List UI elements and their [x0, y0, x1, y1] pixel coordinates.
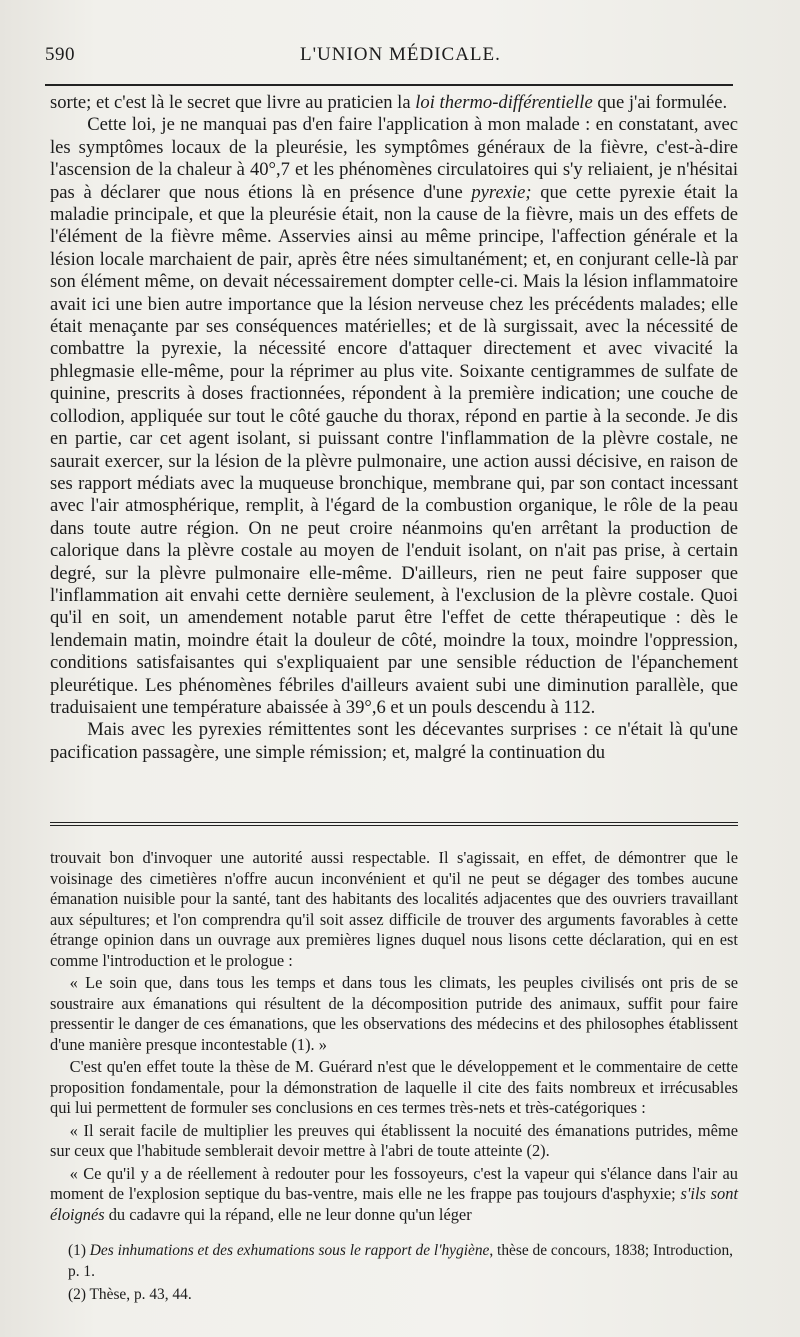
- text-run: trouvait bon d'invoquer une autorité aussi respectable. Il s'agissait, en effet, de démontrer que le voisinage des cimetières n'offre aucun inconvénient et qu'il ne peut se dégager des tombes aucune émanation nuisible pour la santé, tant des habitants des localités adjacentes que des ouvriers travaillant aux sépultures; et l'on comprendra qu'il soit assez difficile de trouver des arguments favorables à cette étrange opinion dans un ouvrage aux premières lignes duquel nous lisons cette déclaration, qui en est comme l'introduction et le prologue :: [50, 848, 738, 970]
- text-run: , thèse de concours, 1838; Introduction, p. 1.: [68, 1242, 733, 1280]
- article-paragraph: [50, 719, 738, 764]
- article-paragraph: [50, 92, 738, 114]
- italic-text: loi thermo-différentielle: [415, 92, 593, 113]
- text-run: que j'ai formulée.: [592, 92, 728, 113]
- text-run: du cadavre qui la répand, elle ne leur donne qu'un léger: [104, 1204, 472, 1224]
- feuilleton-paragraph: [50, 1057, 738, 1119]
- footnote: [68, 1240, 738, 1282]
- feuilleton-paragraph: [50, 1121, 738, 1162]
- page-header: [45, 44, 760, 74]
- italic-text: Des inhumations et des exhumations sous le rapport de l'hygiène: [89, 1242, 490, 1259]
- feuilleton-text: [50, 848, 738, 1227]
- italic-text: s'ils sont éloignés: [50, 1184, 738, 1224]
- text-run: Cette loi, je ne manquai pas d'en faire l'application à mon malade : en constatant, avec les symptômes locaux de la pleurésie, les symptômes généraux de la fièvre, c'est-à-dire l'ascension de la chaleur à 40°,7 et les phénomènes circulatoires qui s'y reliaient, je n'hésitai pas à déclarer que nous étions là en présence d'une: [50, 114, 738, 203]
- feuilleton-paragraph: [50, 973, 738, 1055]
- article-paragraph: [50, 114, 738, 719]
- header-rule: [45, 84, 733, 86]
- page-number: 590: [45, 44, 75, 65]
- text-run: « Il serait facile de multiplier les preuves qui établissent la nocuité des émanations putrides, même sur ceux que l'habitude semblerait devoir mettre à l'abri de toute atteinte (2).: [50, 1120, 738, 1160]
- feuilleton-divider: [50, 822, 738, 826]
- text-run: que cette pyrexie était la maladie principale, et que la pleurésie était, non la cause de la fièvre, mais un des effets de l'élément de la fièvre même. Asservies ainsi au même principe, l'affection générale et la lésion locale marchaient de pair, après être nées simultanément; et, en conjurant celle-là par son élément même, on devait nécessairement dompter celle-ci. Mais la lésion inflammatoire avait ici une bien autre importance que la lésion nerveuse chez les précédents malades; elle était menaçante par ses conséquences matérielles; et de là surgissait, avec la nécessité de combattre la pyrexie, la nécessité encore d'attaquer directement et avec vivacité la phlegmasie elle-même, pour la réprimer au plus vite. Soixante centigrammes de sulfate de quinine, prescrits à doses fractionnées, répondent à la première indication; une couche de collodion, appliquée sur tout le côté gauche du thorax, répond en partie à la seconde. Je dis en partie, car cet agent isolant, si puissant contre l'inflammation de la plèvre costale, ne saurait exercer, sur la lésion de la plèvre pulmonaire, une action aussi décisive, en raison de ses rapport médiats avec la muqueuse bronchique, membrane qui, par son contact incessant avec l'air atmosphérique, remplit, à l'égard de la combustion organique, le rôle de la peau dans toute autre région. On ne peut croire néanmoins qu'en arrêtant la production de calorique dans la plèvre costale au moyen de l'enduit isolant, on n'ait pas prise, à certain degré, sur la plèvre pulmonaire elle-même. D'ailleurs, rien ne peut faire supposer que l'inflammation ait envahi cette dernière seulement, à l'exclusion de la plèvre costale. Quoi qu'il en soit, un amendement notable parut être l'effet de cette thérapeutique : dès le lendemain matin, moindre était la douleur de côté, moindre la toux, moindre l'oppression, conditions satisfaisantes qui s'expliquaient par une sensible réduction de l'épanchement pleurétique. Les phénomènes fébriles d'ailleurs avaient subi une diminution parallèle, que traduisaient une température abaissée à 39°,6 et un pouls descendu à 112.: [50, 181, 739, 718]
- text-run: C'est qu'en effet toute la thèse de M. Guérard n'est que le développement et le commentaire de cette proposition fondamentale, pour la démonstration de laquelle il cite des faits nombreux et irrécusables qui lui permettent de formuler ses conclusions en ces termes très-nets et très-catégoriques :: [50, 1057, 738, 1117]
- footnotes: [68, 1240, 738, 1307]
- italic-text: pyrexie;: [471, 181, 532, 203]
- text-run: (1): [68, 1242, 90, 1259]
- text-run: « Le soin que, dans tous les temps et dans tous les climats, les peuples civilisés ont pris de se soustraire aux émanations qui résultent de la décomposition putride des animaux, suffit pour faire pressentir le danger de ces émanations, que les observations des médecins et des philosophes établissent d'une manière presque incontestable (1). »: [50, 973, 738, 1054]
- feuilleton-paragraph: [50, 1164, 738, 1226]
- running-title: L'UNION MÉDICALE.: [300, 44, 501, 65]
- main-article-text: [50, 92, 738, 764]
- text-run: Mais avec les pyrexies rémittentes sont les décevantes surprises : ce n'était là qu'une pacification passagère, une simple rémission; et, malgré la continuation du: [50, 719, 738, 763]
- text-run: sorte; et c'est là le secret que livre au praticien la: [50, 92, 416, 113]
- text-run: (2) Thèse, p. 43, 44.: [68, 1286, 192, 1303]
- text-run: « Ce qu'il y a de réellement à redouter pour les fossoyeurs, c'est la vapeur qui s'élance dans l'air au moment de l'explosion septique du bas-ventre, mais elle ne les frappe pas toujours d'asphyxie;: [50, 1163, 738, 1203]
- footnote: [68, 1284, 738, 1305]
- feuilleton-paragraph: [50, 848, 738, 971]
